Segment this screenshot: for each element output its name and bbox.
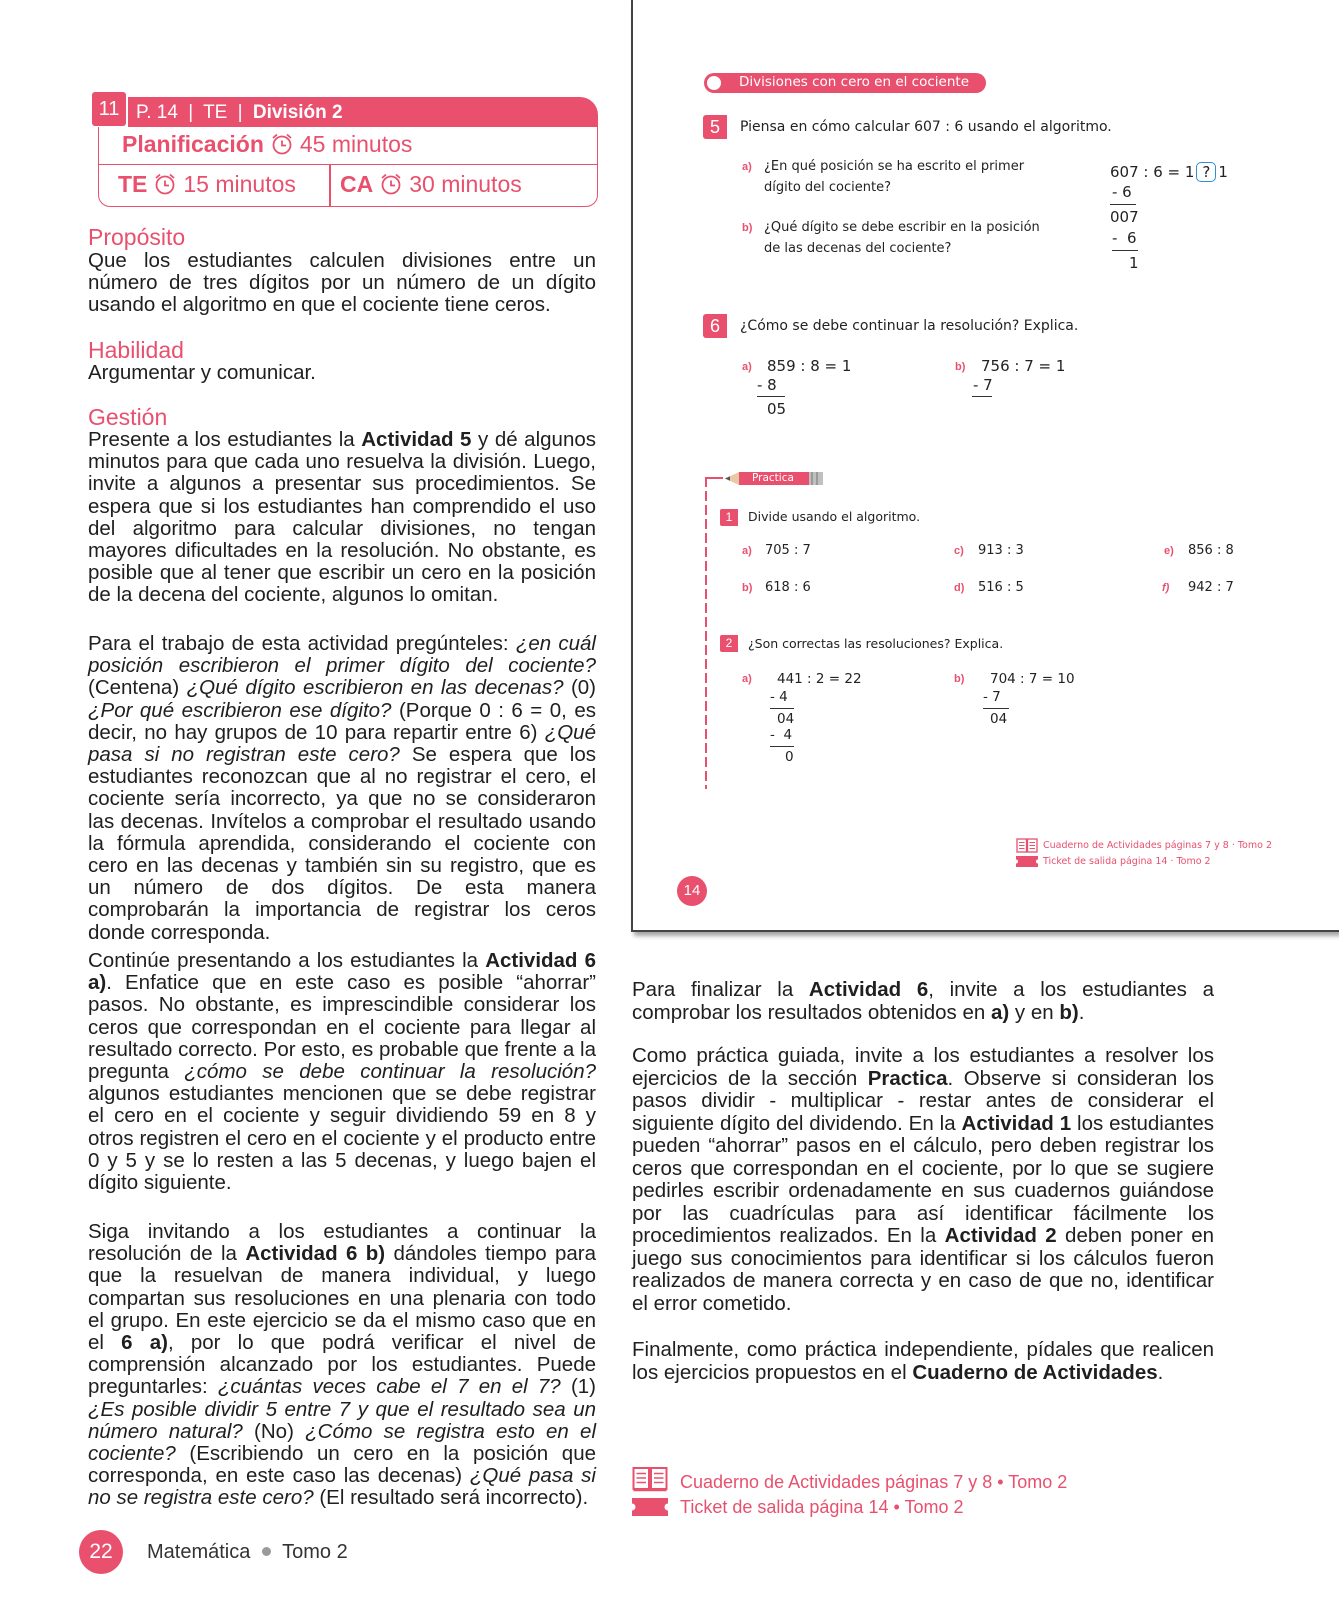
p1-e-label: e) — [1164, 545, 1174, 557]
te-time: 15 minutos — [183, 171, 296, 197]
practica-dashed-line — [705, 477, 707, 789]
p1-f-label: f) — [1162, 582, 1170, 594]
q5-calc-line2: - 6 — [1112, 183, 1132, 201]
q6-a-line3: 05 — [767, 400, 787, 418]
p1-e-expr: 856 : 8 — [1188, 543, 1234, 558]
lesson-header-bar: P. 14 | TE | División 2 — [128, 97, 598, 127]
page-ref: P. 14 — [136, 102, 178, 123]
q6-b-label: b) — [955, 361, 966, 373]
unknown-digit-box: ? — [1196, 162, 1216, 182]
q5-a-line2: dígito del cociente? — [764, 180, 891, 195]
p2-b-line2: - 7 — [983, 689, 1001, 705]
planificacion-row — [122, 131, 412, 158]
te-tag: TE — [203, 102, 228, 123]
ca-time: 30 minutos — [409, 171, 522, 197]
practica-2-text: ¿Son correctas las resoluciones? Explica. — [748, 636, 1004, 651]
bullet-icon — [262, 1547, 271, 1556]
calc-rule — [983, 708, 1009, 709]
p2-a-line4: - 4 — [770, 727, 793, 743]
gestion-p1: Presente a los estudiantes la Actividad 5 y dé algunos minutos para que cada uno resuelva la división. Luego, invite a algunos a presentar sus procedimientos. Se espera que si los estudiantes han comprendido el uso del algoritmo para calcular divisiones, no tengan mayores dificultades en la resolución. No obstante, es posible que al tener que escribir un cero en la posición de la decena del cociente, algunos lo omitan. — [88, 428, 596, 607]
alarm-clock-icon — [153, 172, 177, 196]
lesson-number-badge: 11 — [92, 92, 126, 126]
ref-cuaderno: Cuaderno de Actividades páginas 7 y 8 • Tomo 2 — [680, 1472, 1068, 1492]
q5-b-line2: de las decenas del cociente? — [764, 241, 952, 256]
te-row — [118, 171, 296, 198]
calc-rule — [1112, 250, 1138, 251]
alarm-clock-icon — [270, 132, 294, 156]
q6-b-line1: 756 : 7 = 1 — [981, 357, 1066, 375]
book-ref-ticket: Ticket de salida página 14 · Tomo 2 — [1043, 856, 1211, 867]
calc-rule — [972, 396, 992, 397]
p1-a-expr: 705 : 7 — [765, 543, 811, 558]
p2-a-line1: 441 : 2 = 22 — [777, 671, 862, 687]
planning-divider — [329, 165, 331, 207]
right-p2: Como práctica guiada, invite a los estudiantes a resolver los ejercicios de la sección Practica. Observe si consideran los pasos dividir - multiplicar - restar antes de considerar el siguiente dígito del dividendo. En la Actividad 1 los estudiantes pueden “ahorrar” pasos en el cálculo, pero deben registrar los ceros que correspondan en el cociente, por lo que se sugiere pedirles escribir ordenadamente en sus cuadernos guiándose por las cuadrículas para así identificar fácilmente los procedimientos realizados. En la Actividad 2 deben poner en juego sus conocimientos para identificar si los cálculos fueron realizados de manera correcta y en caso de que no, identificar el error cometido. — [632, 1044, 1215, 1315]
book-icon — [632, 1466, 668, 1492]
q5-calc-line1: 607 : 6 = 1 ? 1 — [1110, 163, 1228, 181]
footer-tomo: Tomo 2 — [282, 1541, 348, 1563]
q5-a-line1: ¿En qué posición se ha escrito el primer — [764, 159, 1025, 174]
p1-c-label: c) — [954, 545, 964, 557]
planificacion-label: Planificación — [122, 131, 264, 157]
ca-row — [340, 171, 522, 198]
p1-c-expr: 913 : 3 — [978, 543, 1024, 558]
footer-text — [147, 1541, 348, 1564]
calc-rule — [770, 708, 794, 709]
question-5-text: Piensa en cómo calcular 607 : 6 usando el algoritmo. — [740, 119, 1112, 135]
p2-b-line1: 704 : 7 = 10 — [990, 671, 1075, 687]
calc-rule — [1110, 204, 1136, 205]
book-ref-cuaderno: Cuaderno de Actividades páginas 7 y 8 · Tomo 2 — [1043, 840, 1272, 851]
pill-dot-icon — [707, 76, 721, 90]
practica-1-text: Divide usando el algoritmo. — [748, 509, 921, 524]
p2-b-label: b) — [954, 673, 965, 685]
book-page-number: 14 — [677, 876, 707, 906]
q6-b-line2: - 7 — [973, 376, 993, 394]
textbook-page — [631, 0, 1339, 932]
p2-a-line2: - 4 — [770, 689, 788, 705]
q6-a-line1: 859 : 8 = 1 — [767, 357, 852, 375]
q5-b-label: b) — [742, 222, 753, 234]
q5-calc-line4: - 6 — [1112, 229, 1137, 247]
q6-a-line2: - 8 — [757, 376, 777, 394]
q5-a-label: a) — [742, 161, 752, 173]
practica-2-badge: 2 — [720, 635, 738, 652]
p2-b-line3: 04 — [990, 711, 1008, 727]
right-p1: Para finalizar la Actividad 6, invite a los estudiantes a comprobar los resultados obtenidos en a) y en b). — [632, 978, 1215, 1024]
ref-ticket: Ticket de salida página 14 • Tomo 2 — [680, 1497, 964, 1517]
practica-dash — [705, 477, 723, 479]
practica-label: Practica — [752, 472, 794, 484]
p1-f-expr: 942 : 7 — [1188, 580, 1234, 595]
p2-a-line5: 0 — [785, 749, 794, 765]
proposito-title: Propósito — [88, 224, 186, 250]
q5-calc-line3: 007 — [1110, 208, 1139, 226]
question-6-badge: 6 — [703, 314, 727, 338]
p2-a-label: a) — [742, 673, 752, 685]
alarm-clock-icon — [379, 172, 403, 196]
right-p3: Finalmente, como práctica independiente, pídales que realicen los ejercicios propuestos en el Cuaderno de Actividades. — [632, 1338, 1214, 1384]
q5-b-line1: ¿Qué dígito se debe escribir en la posición — [764, 220, 1040, 235]
question-5-badge: 5 — [703, 115, 727, 139]
ticket-icon — [632, 1498, 668, 1516]
habilidad-text: Argumentar y comunicar. — [88, 361, 316, 384]
habilidad-title: Habilidad — [88, 337, 184, 363]
calc-rule — [757, 396, 785, 397]
p1-b-expr: 618 : 6 — [765, 580, 811, 595]
te-label: TE — [118, 171, 148, 197]
planificacion-time: 45 minutos — [299, 131, 413, 157]
p2-a-line3: 04 — [777, 711, 795, 727]
question-6-text: ¿Cómo se debe continuar la resolución? Explica. — [740, 318, 1079, 334]
p1-b-label: b) — [742, 582, 753, 594]
p1-a-label: a) — [742, 545, 752, 557]
ca-label: CA — [340, 171, 374, 197]
book-icon — [1016, 838, 1038, 853]
gestion-p2: Para el trabajo de esta actividad pregúnteles: ¿en cuál posición escribieron el primer dígito del cociente? (Centena) ¿Qué dígito escribieron en las decenas? (0) ¿Por qué escribieron ese dígito? (Porque 0 : 6 = 0, es decir, no hay grupos de 10 para repartir entre 6) ¿Qué pasa si no registran este cero? Se espera que los estudiantes reconozcan que al no registrar el cero, el cociente sería incorrecto, ya que no se consideraron las decenas. Invítelos a comprobar el resultado usando la fórmula aprendida, considerando el cociente con cero en las decenas y también sin su registro, que es un número de dos dígitos. De esta manera comprobarán la importancia de registrar los ceros donde corresponda. — [88, 632, 597, 944]
footer-subject: Matemática — [147, 1541, 251, 1563]
p1-d-expr: 516 : 5 — [978, 580, 1024, 595]
lesson-title: División 2 — [252, 102, 343, 123]
calc-rule — [770, 746, 794, 747]
q6-a-label: a) — [742, 361, 752, 373]
p1-d-label: d) — [954, 582, 965, 594]
ticket-icon — [1016, 856, 1038, 867]
page-number: 22 — [79, 1530, 123, 1574]
gestion-title: Gestión — [88, 404, 168, 430]
section-title: Divisiones con cero en el cociente — [739, 74, 969, 90]
gestion-p3: Continúe presentando a los estudiantes la Actividad 6 a). Enfatice que en este caso es posible “ahorrar” pasos. No obstante, es imprescindible considerar los ceros que correspondan en el cociente para llegar al resultado correcto. Por esto, es probable que frente a la pregunta ¿cómo se debe continuar la resolución? algunos estudiantes mencionen que se debe registrar el cero en el cociente y seguir dividiendo 59 en 8 y otros registren el cero en el cociente y el producto entre 0 y 5 y se lo resten a las 5 decenas, y luego bajen el dígito siguiente. — [88, 949, 597, 1195]
q5-calc-line5: 1 — [1129, 254, 1139, 272]
practica-1-badge: 1 — [720, 509, 738, 526]
proposito-text: Que los estudiantes calculen divisiones entre un número de tres dígitos por un número de un dígito usando el algoritmo en que el cociente tiene ceros. — [88, 249, 596, 317]
gestion-p4: Siga invitando a los estudiantes a continuar la resolución de la Actividad 6 b) dándoles tiempo para que la resuelvan de manera individual, y luego compartan sus resoluciones en una plenaria con todo el grupo. En este ejercicio se da el mismo caso que en el 6 a), por lo que podrá verificar el nivel de comprensión alcanzado por los estudiantes. Puede preguntarles: ¿cuántas veces cabe el 7 en el 7? (1) ¿Es posible dividir 5 entre 7 y que el resultado sea un número natural? (No) ¿Cómo se registra esto en el cociente? (Escribiendo un cero en la posición que corresponda, en este caso las decenas) ¿Qué pasa si no se registra este cero? (El resultado será incorrecto). — [88, 1220, 597, 1510]
